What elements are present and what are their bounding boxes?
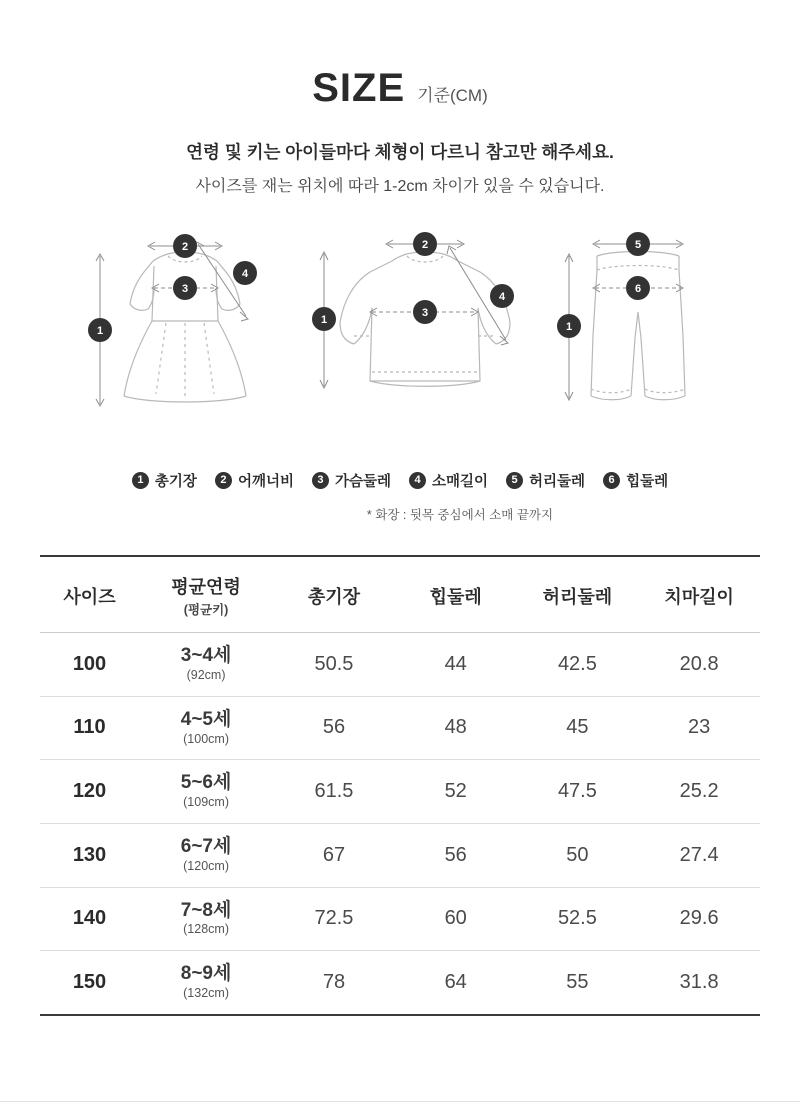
cell-height-value: (132cm) xyxy=(183,986,229,1001)
cell-age xyxy=(139,951,273,1015)
th-age-label: 평균연령 xyxy=(171,577,241,597)
svg-text:1: 1 xyxy=(96,325,104,337)
cell-hip: 48 xyxy=(395,696,517,760)
th-waist-label: 허리둘레 xyxy=(542,586,613,607)
size-table xyxy=(40,555,760,1016)
size-table-body xyxy=(40,633,760,1015)
cell-skirt-length: 29.6 xyxy=(638,887,760,951)
table-row xyxy=(40,887,760,951)
legend-item xyxy=(603,470,668,491)
svg-text:6: 6 xyxy=(634,283,642,295)
cell-size: 140 xyxy=(40,887,139,951)
cell-size: 100 xyxy=(40,633,139,697)
pants-diagram xyxy=(555,226,735,431)
svg-text:3: 3 xyxy=(421,307,429,319)
page-title: SIZE xyxy=(312,66,406,110)
svg-text:4: 4 xyxy=(498,291,506,303)
cell-age-value: 8~9세 xyxy=(180,963,232,985)
legend-badge-5: 5 xyxy=(506,472,523,489)
cell-age xyxy=(139,760,273,824)
th-age xyxy=(139,556,273,633)
legend-label-1: 총기장 xyxy=(154,474,197,490)
svg-text:2: 2 xyxy=(181,241,189,253)
cell-age xyxy=(139,696,273,760)
cell-skirt-length: 23 xyxy=(638,696,760,760)
cell-age-value: 4~5세 xyxy=(180,708,232,730)
cell-size: 110 xyxy=(40,696,139,760)
cell-height-value: (128cm) xyxy=(183,922,229,937)
cell-skirt-length: 25.2 xyxy=(638,760,760,824)
garment-diagrams xyxy=(0,226,800,456)
th-skirt-length-label: 치마길이 xyxy=(664,586,734,607)
cell-waist: 50 xyxy=(517,823,639,887)
legend-label-5: 허리둘레 xyxy=(529,474,586,490)
legend-label-3: 가슴둘레 xyxy=(334,474,391,490)
table-row xyxy=(40,823,760,887)
th-hip-label: 힙둘레 xyxy=(429,586,482,607)
th-size-label: 사이즈 xyxy=(63,586,116,607)
dress-diagram xyxy=(78,226,293,431)
size-table-wrap xyxy=(40,555,760,1016)
title-row xyxy=(0,66,800,111)
th-total-length-label: 총기장 xyxy=(307,586,361,607)
legend-note: * 화장 : 뒷목 중심에서 소매 끝까지 xyxy=(366,508,554,522)
th-waist xyxy=(517,556,639,633)
svg-text:3: 3 xyxy=(181,283,189,295)
cell-size: 120 xyxy=(40,760,139,824)
cell-skirt-length: 31.8 xyxy=(638,951,760,1015)
cell-waist: 47.5 xyxy=(517,760,639,824)
legend-label-4: 소매길이 xyxy=(432,474,489,490)
cell-hip: 52 xyxy=(395,760,517,824)
cell-total-length: 67 xyxy=(273,823,395,887)
cell-size: 130 xyxy=(40,823,139,887)
cell-skirt-length: 20.8 xyxy=(638,633,760,697)
th-age-sublabel: (평균키) xyxy=(183,603,229,617)
cell-skirt-length: 27.4 xyxy=(638,823,760,887)
th-total-length xyxy=(273,556,395,633)
cell-age xyxy=(139,823,273,887)
cell-total-length: 61.5 xyxy=(273,760,395,824)
cell-age-value: 6~7세 xyxy=(180,835,232,857)
table-row xyxy=(40,696,760,760)
table-row xyxy=(40,633,760,697)
svg-text:2: 2 xyxy=(421,239,429,251)
th-skirt-length xyxy=(638,556,760,633)
legend-badge-2: 2 xyxy=(215,472,232,489)
measurement-legend xyxy=(0,470,800,491)
subtitle-primary: 연령 및 키는 아이들마다 체형이 다르니 참고만 해주세요. xyxy=(186,142,614,162)
legend-item xyxy=(132,470,197,491)
cell-age-value: 5~6세 xyxy=(180,772,232,794)
legend-badge-6: 6 xyxy=(603,472,620,489)
cell-height-value: (120cm) xyxy=(183,858,229,873)
page-header xyxy=(0,0,800,196)
cell-height-value: (100cm) xyxy=(183,731,229,746)
svg-text:1: 1 xyxy=(320,314,328,326)
th-hip xyxy=(395,556,517,633)
table-header-row xyxy=(40,556,760,633)
size-table-head xyxy=(40,556,760,633)
table-row xyxy=(40,760,760,824)
cell-age-value: 7~8세 xyxy=(180,899,232,921)
table-row xyxy=(40,951,760,1015)
cell-waist: 52.5 xyxy=(517,887,639,951)
th-size xyxy=(40,556,139,633)
legend-item xyxy=(215,470,294,491)
legend-badge-1: 1 xyxy=(132,472,149,489)
legend-item xyxy=(312,470,391,491)
cell-age xyxy=(139,633,273,697)
cell-total-length: 56 xyxy=(273,696,395,760)
legend-label-6: 힙둘레 xyxy=(626,474,669,490)
cell-height-value: (109cm) xyxy=(183,795,229,810)
cell-age xyxy=(139,887,273,951)
cell-hip: 44 xyxy=(395,633,517,697)
cell-hip: 64 xyxy=(395,951,517,1015)
legend-label-2: 어깨너비 xyxy=(237,474,294,490)
subtitle-secondary: 사이즈를 재는 위치에 따라 1-2cm 차이가 있을 수 있습니다. xyxy=(195,178,605,195)
bottom-divider xyxy=(0,1101,800,1102)
svg-text:4: 4 xyxy=(241,268,249,280)
cell-total-length: 78 xyxy=(273,951,395,1015)
cell-waist: 55 xyxy=(517,951,639,1015)
legend-item xyxy=(506,470,585,491)
svg-text:1: 1 xyxy=(565,321,573,333)
cell-size: 150 xyxy=(40,951,139,1015)
svg-text:5: 5 xyxy=(634,239,642,251)
cell-total-length: 72.5 xyxy=(273,887,395,951)
cell-waist: 42.5 xyxy=(517,633,639,697)
legend-item xyxy=(409,470,488,491)
cell-total-length: 50.5 xyxy=(273,633,395,697)
page-title-unit: 기준(CM) xyxy=(417,86,488,105)
top-diagram xyxy=(310,226,540,431)
cell-hip: 60 xyxy=(395,887,517,951)
cell-age-value: 3~4세 xyxy=(180,645,232,666)
cell-height-value: (92cm) xyxy=(186,667,226,682)
legend-badge-4: 4 xyxy=(409,472,426,489)
cell-hip: 56 xyxy=(395,823,517,887)
cell-waist: 45 xyxy=(517,696,639,760)
legend-badge-3: 3 xyxy=(312,472,329,489)
